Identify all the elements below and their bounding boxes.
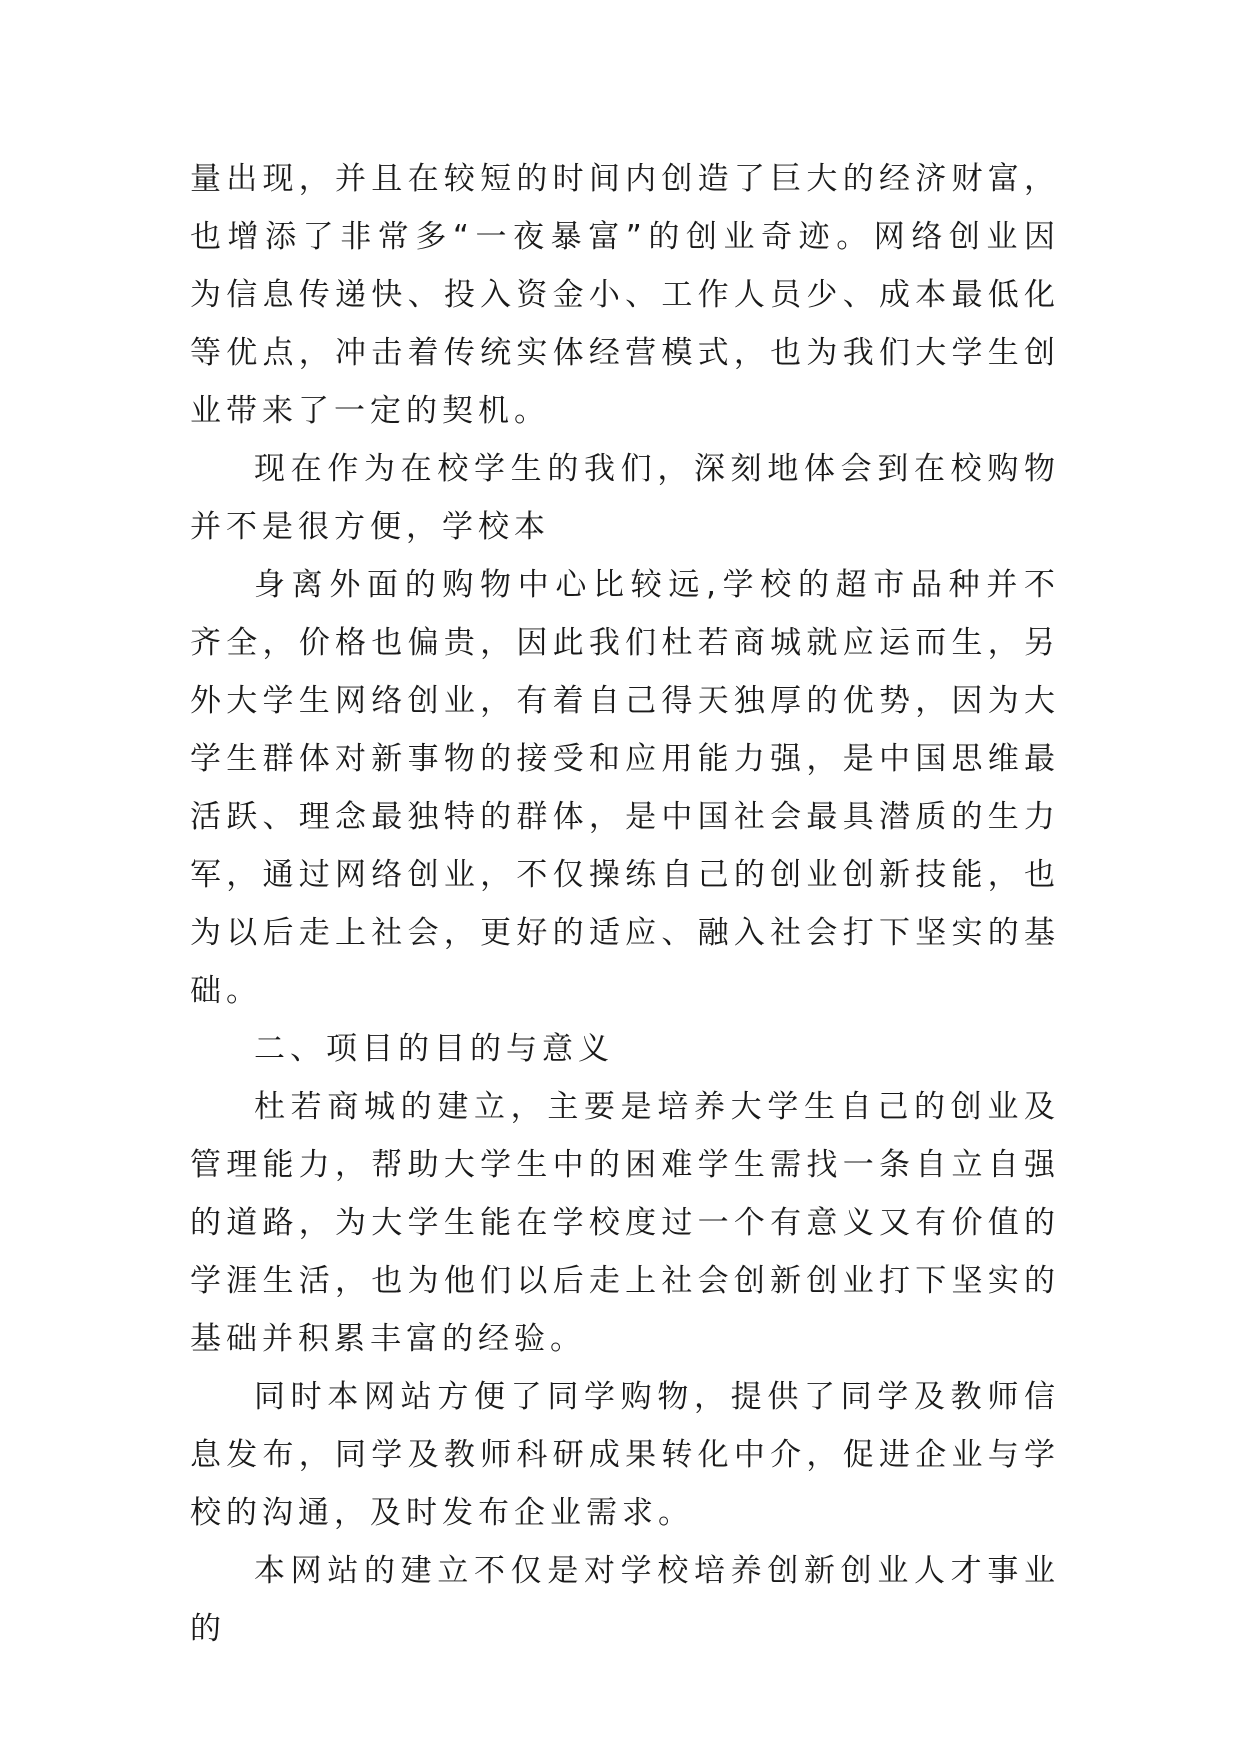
paragraph-website-significance: 本网站的建立不仅是对学校培养创新创业人才事业的 [190, 1553, 1060, 1647]
document-body [190, 150, 1060, 1658]
section-heading-purpose: 二、项目的目的与意义 [254, 1031, 614, 1067]
paragraph-continuation: 量出现，并且在较短的时间内创造了巨大的经济财富，也增添了非常多“一夜暴富”的创业奇迹。网络创业因为信息传递快、投入资金小、工作人员少、成本最低化等优点，冲击着传统实体经营模式，也为我们大学生创业带来了一定的契机。 [190, 161, 1060, 429]
paragraph-student-advantage: 身离外面的购物中心比较远,学校的超市品种并不齐全，价格也偏贵，因此我们杜若商城就应运而生，另外大学生网络创业，有着自己得天独厚的优势，因为大学生群体对新事物的接受和应用能力强，是中国思维最活跃、理念最独特的群体，是中国社会最具潜质的生力军，通过网络创业，不仅操练自己的创业创新技能，也为以后走上社会，更好的适应、融入社会打下坚实的基础。 [190, 567, 1060, 1009]
paragraph-campus-shopping: 现在作为在校学生的我们，深刻地体会到在校购物并不是很方便，学校本 [190, 451, 1060, 545]
paragraph-mall-purpose: 杜若商城的建立，主要是培养大学生自己的创业及管理能力，帮助大学生中的困难学生需找一条自立自强的道路，为大学生能在学校度过一个有意义又有价值的学涯生活，也为他们以后走上社会创新创业打下坚实的基础并积累丰富的经验。 [190, 1089, 1060, 1357]
paragraph-website-benefits: 同时本网站方便了同学购物，提供了同学及教师信息发布，同学及教师科研成果转化中介，促进企业与学校的沟通，及时发布企业需求。 [190, 1379, 1060, 1531]
